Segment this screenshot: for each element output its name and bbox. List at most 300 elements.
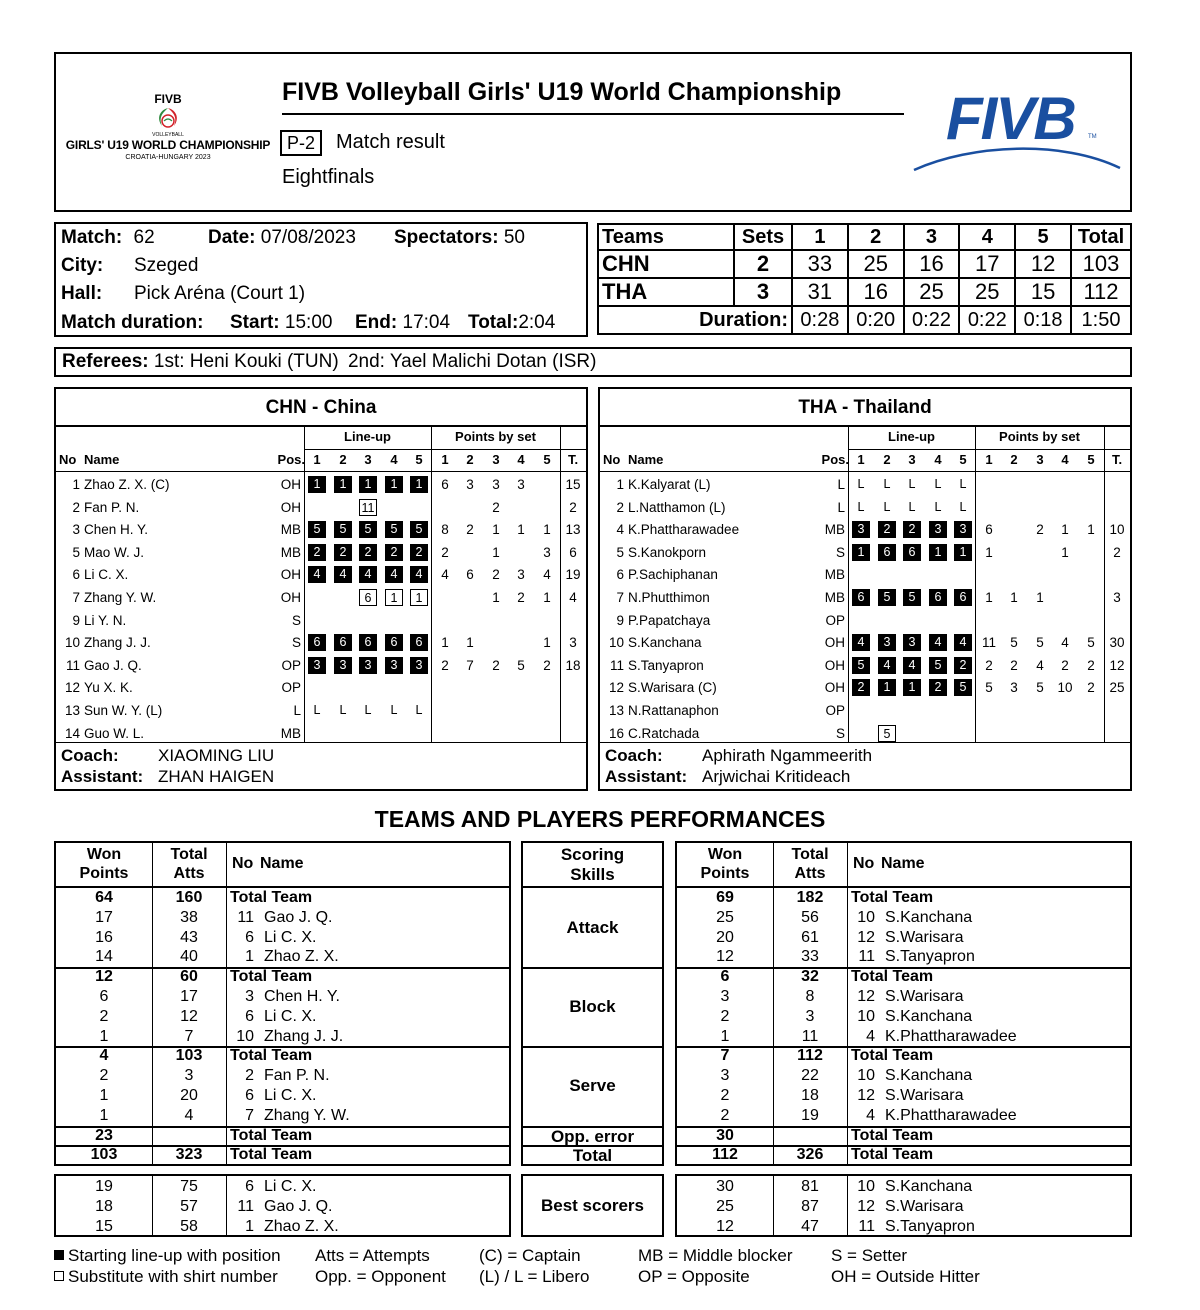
starter-position: 1 — [410, 476, 428, 493]
player-number: 12 — [857, 928, 875, 946]
player-name: Total Team — [851, 889, 934, 906]
set-points: 2 — [1036, 522, 1044, 538]
total-attempts: 87 — [801, 1197, 819, 1215]
player-name: S.Kanokporn — [628, 544, 707, 560]
player-position: OH — [280, 477, 301, 492]
logo-fivb-text: FIVB — [154, 92, 182, 106]
spectators-count: 50 — [503, 227, 525, 248]
set-points: 2 — [492, 657, 500, 673]
atts-line1: Total — [170, 846, 208, 863]
set-scores-table — [597, 223, 1132, 335]
starter-position: 2 — [334, 544, 352, 561]
name-header: Name — [881, 855, 925, 872]
player-position: OP — [825, 612, 845, 628]
set-points: 6 — [466, 567, 474, 583]
player-position: S — [291, 612, 301, 628]
player-number: 10 — [857, 1067, 875, 1085]
libero-marker: L — [959, 499, 967, 514]
sets-header-row — [598, 224, 1131, 250]
coach-name: XIAOMING LIU — [158, 746, 275, 766]
player-number: 6 — [245, 1178, 254, 1195]
total-attempts: 81 — [801, 1178, 819, 1195]
roster-panel — [54, 387, 588, 791]
player-row — [600, 543, 1130, 563]
name-header: Name — [628, 452, 664, 467]
starter-position: 5 — [903, 589, 921, 606]
total-attempts: 38 — [180, 908, 198, 926]
logo-sub-text: VOLLEYBALL — [152, 132, 184, 138]
team-total-row — [56, 1046, 509, 1066]
legend-atts: Atts = Attempts — [315, 1246, 430, 1265]
player-number: 9 — [616, 612, 624, 628]
player-position: S — [291, 635, 301, 651]
set-points: 2 — [441, 544, 449, 560]
player-stat-row — [56, 1027, 509, 1047]
set-points: 3 — [1010, 680, 1018, 696]
player-total: 2 — [569, 499, 577, 515]
starter-position: 4 — [954, 634, 972, 651]
lineup-set-header: 5 — [959, 452, 967, 467]
starter-position: 4 — [410, 566, 428, 583]
total-attempts: 33 — [801, 948, 819, 966]
won-points: 1 — [99, 1106, 109, 1124]
player-name: Gao J. Q. — [264, 1197, 333, 1215]
lineup-set-header: 3 — [908, 452, 916, 467]
player-total: 3 — [569, 635, 577, 651]
won-points: 2 — [720, 1007, 730, 1025]
starter-position: 4 — [852, 634, 870, 651]
player-number: 11 — [858, 948, 875, 966]
starter-position: 4 — [334, 566, 352, 583]
starter-position: 3 — [410, 657, 428, 674]
hall-value: Pick Aréna (Court 1) — [134, 283, 306, 304]
won-points: 69 — [716, 889, 734, 906]
opp-error-row — [677, 1126, 1130, 1146]
player-name: Mao W. J. — [84, 544, 145, 560]
player-name: S.Warisara — [885, 1087, 964, 1104]
won-points: 30 — [716, 1126, 734, 1144]
player-number: 10 — [64, 635, 80, 651]
libero-marker: L — [934, 499, 942, 514]
set-points: 3 — [517, 477, 525, 492]
player-row — [56, 475, 586, 495]
player-number: 16 — [608, 725, 624, 741]
performance-title: TEAMS AND PLAYERS PERFORMANCES — [374, 806, 826, 832]
total-attempts: 11 — [801, 1027, 819, 1045]
player-row — [600, 724, 1130, 744]
spectators-label: Spectators: — [394, 227, 499, 248]
player-number: 11 — [237, 1197, 254, 1215]
player-position: L — [837, 499, 845, 515]
player-stat-row — [56, 1106, 509, 1126]
player-name: S.Tanyapron — [628, 657, 704, 673]
starter-position: 3 — [385, 657, 403, 674]
assistant-name: ZHAN HAIGEN — [158, 767, 275, 787]
won-header — [56, 845, 152, 883]
player-position: S — [835, 544, 845, 560]
set-points: 2 — [441, 657, 449, 673]
starter-position: 5 — [878, 589, 896, 606]
player-total: 3 — [1113, 590, 1121, 605]
player-position: MB — [824, 567, 845, 583]
total-attempts: 43 — [180, 928, 198, 946]
player-position: S — [835, 725, 845, 741]
points-set-header: 1 — [441, 452, 449, 467]
header-divider — [848, 449, 1132, 450]
team-title: CHN - China — [56, 389, 586, 427]
player-number: 12 — [608, 680, 624, 696]
set-points: 4 — [1036, 657, 1044, 673]
starter-position: 3 — [929, 521, 947, 538]
player-number: 14 — [64, 725, 80, 741]
best-scorers-label-box — [521, 1174, 664, 1237]
skill-name: Block — [569, 997, 616, 1017]
best-scorers-right-panel — [675, 1174, 1132, 1237]
player-position: OH — [824, 680, 845, 696]
player-name: S.Kanchana — [885, 1067, 973, 1085]
legend-op: OP = Opposite — [638, 1267, 750, 1286]
set-points: 1 — [492, 590, 500, 605]
player-stat-row — [677, 987, 1130, 1007]
total-attempts: 22 — [801, 1067, 819, 1085]
libero-marker: L — [415, 703, 423, 717]
set-points: 1 — [1061, 522, 1069, 538]
fivb-brand-tm: TM — [1088, 134, 1097, 140]
total-attempts: 19 — [801, 1106, 819, 1124]
player-name: S.Tanyapron — [885, 1217, 975, 1235]
best-scorer-row — [56, 1217, 509, 1237]
won-points: 7 — [720, 1047, 730, 1065]
player-number: 12 — [857, 988, 875, 1005]
skills-header — [523, 843, 662, 888]
player-name: Chen H. Y. — [84, 522, 149, 538]
total-attempts: 7 — [184, 1027, 194, 1045]
starter-position: 6 — [410, 634, 428, 651]
player-total: 19 — [565, 567, 581, 583]
atts-header — [152, 845, 226, 883]
player-row — [56, 543, 586, 563]
starter-position: 2 — [954, 657, 972, 674]
player-position: MB — [280, 522, 301, 538]
set-points: 2 — [543, 657, 551, 673]
performance-left-panel — [54, 841, 511, 1166]
player-number: 1 — [245, 948, 254, 966]
set5-header: 5 — [1015, 224, 1071, 250]
won-points: 112 — [712, 1146, 738, 1164]
won-points: 12 — [716, 1217, 734, 1235]
total-points: 112 — [1071, 278, 1131, 306]
starter-position: 3 — [359, 657, 377, 674]
set-points: 3 — [517, 567, 525, 583]
player-position: OP — [825, 703, 845, 718]
player-name: Li C. X. — [264, 928, 317, 946]
lineup-set-header: 4 — [934, 452, 942, 467]
starter-position: 3 — [308, 657, 326, 674]
player-position: OH — [280, 590, 301, 605]
set-score: 16 — [848, 278, 904, 306]
duration-row — [598, 306, 1131, 334]
set-points: 2 — [1010, 657, 1018, 673]
city-label: City: — [61, 255, 104, 276]
legend-setter: S = Setter — [831, 1246, 908, 1265]
round-name: Eightfinals — [282, 166, 375, 188]
team-total-row — [56, 888, 509, 908]
set-points: 2 — [517, 590, 525, 605]
player-number: 3 — [72, 522, 80, 538]
starter-position: 2 — [878, 521, 896, 538]
set-points: 3 — [492, 477, 500, 492]
player-name: Yu X. K. — [84, 680, 133, 696]
won-points: 23 — [95, 1126, 113, 1144]
points-set-header: 2 — [1010, 452, 1018, 467]
hall-label: Hall: — [61, 283, 103, 304]
player-name: Li C. X. — [264, 1087, 317, 1104]
player-name: Li Y. N. — [84, 612, 127, 628]
starter-position: 1 — [878, 679, 896, 696]
points-set-header: 5 — [543, 452, 551, 467]
starter-position: 2 — [359, 544, 377, 561]
player-number: 11 — [65, 657, 80, 673]
brand-swoosh-icon — [912, 138, 1124, 174]
libero-marker: L — [883, 499, 891, 514]
referees-panel — [54, 347, 1132, 377]
player-row — [600, 656, 1130, 676]
player-name: Zhang Y. W. — [84, 590, 157, 605]
player-name: K.Phattharawadee — [628, 522, 740, 538]
legend-libero: (L) / L = Libero — [479, 1267, 590, 1286]
best-scorer-row — [677, 1197, 1130, 1217]
set1-header: 1 — [792, 224, 848, 250]
match-info-panel — [54, 222, 588, 337]
starter-position: 6 — [903, 544, 921, 561]
player-name: K.Kalyarat (L) — [628, 477, 711, 492]
substitute-square-icon — [54, 1271, 64, 1281]
sets-header: Sets — [734, 224, 792, 250]
set-points: 1 — [466, 635, 474, 651]
player-position: OP — [281, 680, 301, 696]
player-number: 5 — [616, 544, 624, 560]
player-number: 4 — [616, 522, 624, 538]
player-stat-row — [56, 947, 509, 967]
legend-starter: Starting line-up with position — [68, 1246, 281, 1265]
best-scorers-label: Best scorers — [540, 1196, 644, 1215]
player-name: Total Team — [230, 1146, 313, 1164]
atts-line2: Atts — [794, 865, 826, 882]
set-points: 1 — [543, 590, 551, 605]
match-date: 07/08/2023 — [260, 227, 356, 248]
player-number: 12 — [64, 680, 80, 696]
won-header — [677, 845, 773, 883]
player-number: 7 — [616, 590, 624, 605]
starter-position: 1 — [385, 476, 403, 493]
logo-main-text: GIRLS' U19 WORLD CHAMPIONSHIP — [65, 138, 271, 152]
set-points: 6 — [985, 522, 993, 538]
player-number: 3 — [245, 988, 254, 1005]
player-name: Total Team — [230, 1047, 313, 1065]
set-points: 2 — [1087, 657, 1095, 673]
name-header: Name — [84, 452, 120, 467]
legend-oh: OH = Outside Hitter — [831, 1267, 980, 1286]
player-name: S.Warisara — [885, 928, 964, 946]
player-number: 11 — [858, 1217, 875, 1235]
player-name: S.Warisara (C) — [628, 680, 717, 696]
won-points: 1 — [720, 1027, 730, 1045]
player-number: 7 — [72, 590, 80, 605]
set-points: 1 — [1061, 544, 1069, 560]
player-position: MB — [824, 590, 845, 605]
libero-marker: L — [857, 477, 865, 491]
performance-header — [56, 843, 509, 888]
player-name: Total Team — [851, 1126, 934, 1144]
set-points: 1 — [985, 590, 993, 605]
starter-position: 3 — [903, 634, 921, 651]
player-stat-row — [677, 1027, 1130, 1047]
player-row — [56, 678, 586, 698]
set-duration: 0:18 — [1015, 306, 1071, 334]
player-name: Gao J. Q. — [84, 657, 142, 673]
player-stat-row — [56, 1066, 509, 1086]
libero-marker: L — [339, 703, 347, 717]
starter-position: 3 — [954, 521, 972, 538]
player-number: 7 — [245, 1106, 254, 1124]
player-name: N.Phutthimon — [628, 590, 710, 605]
first-referee: 1st: Heni Kouki (TUN) — [153, 351, 339, 372]
set-points: 3 — [543, 544, 551, 560]
lineup-set-header: 4 — [390, 452, 398, 467]
set-score: 17 — [959, 250, 1015, 278]
libero-marker: L — [364, 703, 372, 717]
legend-opp: Opp. = Opponent — [315, 1267, 446, 1286]
player-number: 12 — [857, 1197, 875, 1215]
total-attempts: 61 — [801, 928, 819, 946]
best-scorers-left-panel — [54, 1174, 511, 1237]
total-attempts: 160 — [175, 889, 203, 906]
set-score: 25 — [959, 278, 1015, 306]
fivb-brand-text: FIVB — [946, 85, 1075, 152]
player-row — [56, 611, 586, 631]
fivb-brand-logo — [912, 85, 1124, 178]
player-name: K.Phattharawadee — [885, 1027, 1017, 1045]
player-name: Total Team — [851, 1047, 934, 1065]
won-points: 6 — [99, 988, 109, 1005]
player-total: 30 — [1109, 635, 1125, 651]
player-position: L — [837, 477, 845, 492]
player-number: 2 — [616, 499, 624, 515]
player-position: OH — [280, 567, 301, 583]
player-name: Total Team — [230, 889, 313, 906]
player-name: Total Team — [851, 1146, 934, 1164]
starter-position: 4 — [878, 657, 896, 674]
atts-header — [773, 845, 847, 883]
start-label: Start: — [230, 312, 280, 333]
set-duration: 0:22 — [904, 306, 960, 334]
set-points: 11 — [981, 635, 996, 651]
player-stat-row — [677, 928, 1130, 948]
player-row — [600, 588, 1130, 608]
player-name: S.Kanchana — [628, 635, 702, 651]
set-score: 15 — [1015, 278, 1071, 306]
grand-total-row — [56, 1145, 509, 1165]
won-points: 3 — [720, 988, 730, 1005]
player-position: MB — [280, 544, 301, 560]
no-header: No — [232, 855, 254, 872]
total-attempts: 326 — [796, 1146, 824, 1164]
volleyball-icon — [154, 106, 182, 132]
player-row — [600, 520, 1130, 540]
name-header: Name — [260, 855, 304, 872]
total-points: 103 — [1071, 250, 1131, 278]
points-header: Points by set — [999, 429, 1080, 444]
set-score: 16 — [904, 250, 960, 278]
player-name: L.Natthamon (L) — [628, 499, 726, 515]
total-attempts: 182 — [796, 889, 824, 906]
player-number: 5 — [72, 544, 80, 560]
player-number: 13 — [608, 703, 624, 718]
no-header: No — [59, 452, 77, 467]
starter-position: 3 — [878, 634, 896, 651]
player-number: 12 — [857, 1087, 875, 1104]
player-row — [56, 565, 586, 585]
starter-position: 5 — [334, 521, 352, 538]
scoring-skills-column — [521, 841, 664, 1166]
set-points: 5 — [985, 680, 993, 696]
player-row — [56, 656, 586, 676]
player-total: 13 — [565, 522, 581, 538]
total-duration: 1:50 — [1071, 306, 1131, 334]
player-number: 10 — [857, 1178, 875, 1195]
total-attempts: 56 — [801, 908, 819, 926]
header-divider — [304, 449, 588, 450]
set-points: 1 — [1036, 590, 1044, 605]
won-points: 18 — [95, 1197, 113, 1215]
player-name: S.Kanchana — [885, 908, 973, 926]
total-attempts: 47 — [801, 1217, 819, 1235]
points-set-header: 5 — [1087, 452, 1095, 467]
player-total: 12 — [1109, 657, 1125, 673]
libero-marker: L — [313, 703, 321, 717]
player-name: C.Ratchada — [628, 725, 700, 741]
player-name: Gao J. Q. — [264, 908, 333, 926]
starter-position: 3 — [852, 521, 870, 538]
points-set-header: 4 — [517, 452, 525, 467]
lineup-header: Line-up — [344, 429, 391, 444]
teams-header: Teams — [598, 224, 734, 250]
second-referee: 2nd: Yael Malichi Dotan (ISR) — [347, 351, 597, 372]
skills-line2: Skills — [570, 865, 615, 884]
libero-marker: L — [908, 477, 916, 491]
player-name: Zhang J. J. — [264, 1027, 344, 1045]
legend-substitute: Substitute with shirt number — [68, 1267, 278, 1286]
substitute-number: 1 — [410, 589, 428, 606]
duration-label: Match duration: — [61, 312, 204, 333]
starter-position: 1 — [334, 476, 352, 493]
player-stat-row — [677, 1066, 1130, 1086]
starter-square-icon — [54, 1250, 64, 1260]
championship-logo — [62, 92, 274, 172]
player-name: Li C. X. — [84, 567, 129, 583]
legend-captain: (C) = Captain — [479, 1246, 581, 1265]
total-attempts: 12 — [180, 1007, 198, 1025]
player-row — [600, 565, 1130, 585]
substitute-number: 6 — [359, 589, 377, 606]
player-total: 25 — [1109, 680, 1125, 696]
player-number: 6 — [245, 928, 254, 946]
date-label: Date: — [208, 227, 256, 248]
team-title: THA - Thailand — [600, 389, 1130, 427]
total-header: T. — [1111, 452, 1123, 467]
player-row — [56, 520, 586, 540]
player-number: 2 — [245, 1067, 254, 1085]
